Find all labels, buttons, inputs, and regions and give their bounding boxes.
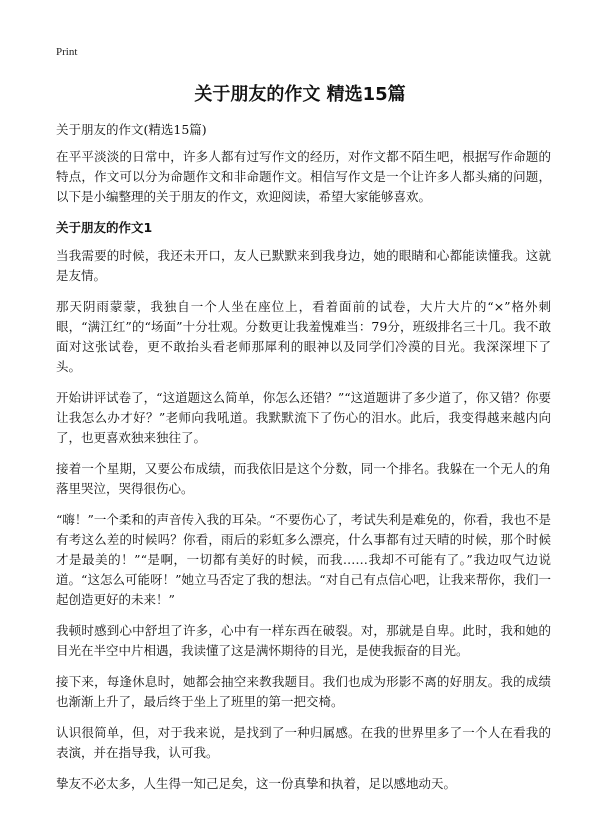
body-paragraph: 那天阴雨蒙蒙，我独自一个人坐在座位上，看着面前的试卷，大片大片的“×”格外刺眼，“满江红”的“场面”十分壮观。分数更让我羞愧难当：79分，班级排名三十几。我不敢面对这张试卷，更不敢抬头看老师那犀利的眼神以及同学们冷漠的目光。我深深埋下了头。 (56, 299, 551, 374)
document-subtitle: 关于朋友的作文(精选15篇) (56, 122, 207, 137)
intro-paragraph: 在平平淡淡的日常中，许多人都有过写作文的经历，对作文都不陌生吧，根据写作命题的特点，作文可以分为命题作文和非命题作文。相信写作文是一个让许多人都头痛的问题，以下是小编整理的关于朋友的作文，欢迎阅读，希望大家能够喜欢。 (56, 149, 551, 204)
body-paragraph: 挚友不必太多，人生得一知己足矣，这一份真挚和执着，足以感地动天。 (56, 776, 457, 791)
section-heading: 关于朋友的作文1 (56, 220, 153, 235)
document-title: 关于朋友的作文 精选15篇 (194, 84, 406, 105)
body-paragraph: 当我需要的时候，我还未开口，友人已默默来到我身边，她的眼睛和心都能读懂我。这就是友情。 (56, 248, 551, 283)
body-paragraph: 开始讲评试卷了，“这道题这么简单，你怎么还错？”“这道题讲了多少道了，你又错？你要让我怎么办才好？”老师向我吼道。我默默流下了伤心的泪水。此后，我变得越来越内向了，也更喜欢独来独往了。 (56, 390, 551, 445)
body-paragraph: 接下来，每逢休息时，她都会抽空来教我题目。我们也成为形影不离的好朋友。我的成绩也渐渐上升了，最后终于坐上了班里的第一把交椅。 (56, 674, 551, 709)
body-paragraph: 我顿时感到心中舒坦了许多，心中有一样东西在破裂。对，那就是自卑。此时，我和她的目光在半空中片相遇，我读懂了这是满怀期待的目光，是使我振奋的目光。 (56, 623, 551, 658)
body-paragraph: “嗨！”一个柔和的声音传入我的耳朵。“不要伤心了，考试失利是难免的，你看，我也不是有考这么差的时候吗？你看，雨后的彩虹多么漂亮，什么事都有过天晴的时候，那个时候才是最美的！”“是啊，一切都有美好的时候，而我……我却不可能有了。”我边叹气边说道。“这怎么可能呀！”她立马否定了我的想法。“对自己有点信心吧，让我来帮你，我们一起创造更好的未来！” (56, 512, 551, 607)
print-label: Print (56, 46, 78, 58)
body-paragraph: 认识很简单，但，对于我来说，是找到了一种归属感。在我的世界里多了一个人在看我的表演，并在指导我，认可我。 (56, 725, 551, 760)
document-body (56, 120, 551, 805)
body-paragraph: 接着一个星期，又要公布成绩，而我依旧是这个分数，同一个排名。我躲在一个无人的角落里哭泣，哭得很伤心。 (56, 461, 551, 496)
